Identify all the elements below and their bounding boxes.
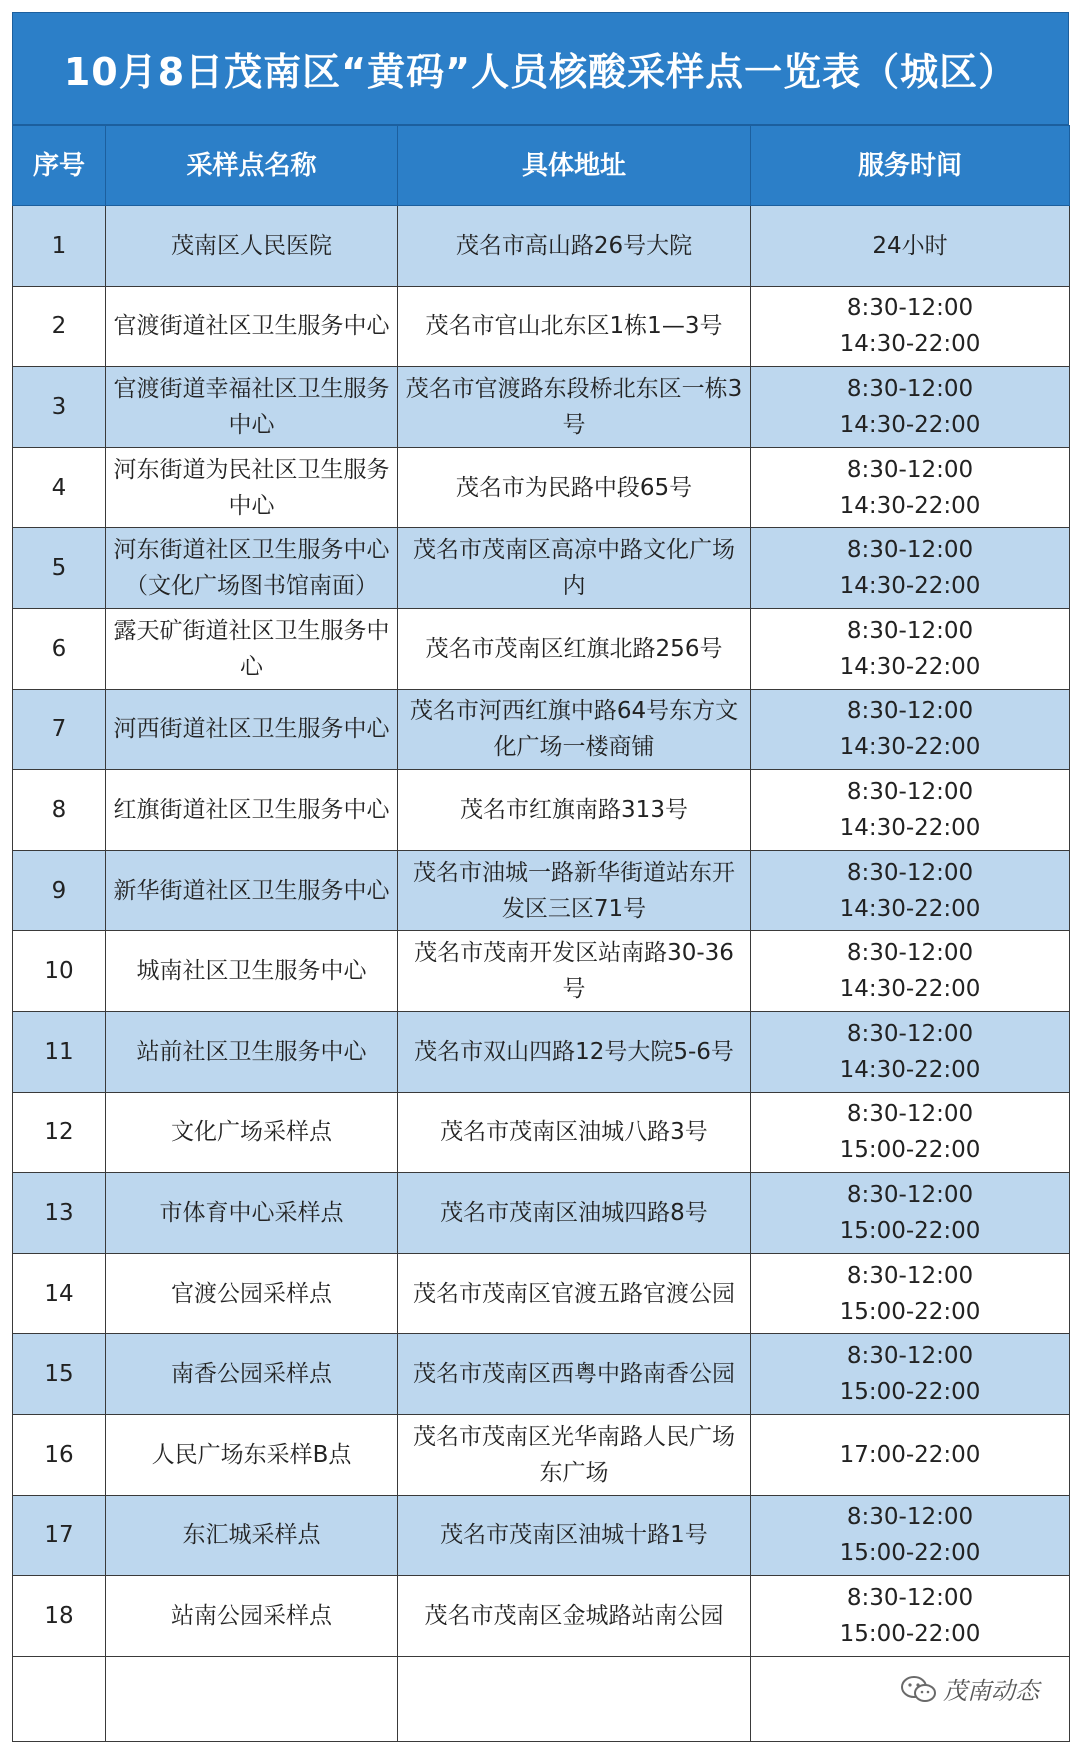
- cell-no: 2: [13, 286, 106, 367]
- cell-service-time: [751, 1414, 1070, 1495]
- cell-service-time: [751, 286, 1070, 367]
- cell-site-name: 文化广场采样点: [106, 1092, 398, 1173]
- cell-service-time: [751, 367, 1070, 448]
- table-row: [13, 1011, 1070, 1092]
- cell-address: 茂名市茂南区油城八路3号: [398, 1092, 751, 1173]
- cell-address: 茂名市茂南区金城路站南公园: [398, 1576, 751, 1657]
- time-slot: 15:00-22:00: [839, 1137, 981, 1164]
- col-header-no: 序号: [13, 126, 106, 206]
- cell-address: 茂名市红旗南路313号: [398, 770, 751, 851]
- cell-address: 茂名市高山路26号大院: [398, 206, 751, 287]
- cell-no: 11: [13, 1011, 106, 1092]
- schedule-sheet: [12, 12, 1069, 1736]
- page-title: 10月8日茂南区“黄码”人员核酸采样点一览表（城区）: [12, 12, 1069, 125]
- cell-no: 14: [13, 1253, 106, 1334]
- sampling-sites-table: [12, 125, 1070, 1742]
- cell-address: 茂名市茂南区官渡五路官渡公园: [398, 1253, 751, 1334]
- cell-site-name: 官渡公园采样点: [106, 1253, 398, 1334]
- time-slot: 14:30-22:00: [839, 976, 981, 1003]
- time-slot: 8:30-12:00: [846, 1584, 974, 1611]
- cell-no: 18: [13, 1576, 106, 1657]
- time-slot: 14:30-22:00: [839, 895, 981, 922]
- time-slot: 14:30-22:00: [839, 653, 981, 680]
- time-slot: 24小时: [872, 232, 948, 259]
- col-header-time: 服务时间: [751, 126, 1070, 206]
- cell-no: 1: [13, 206, 106, 287]
- table-row: [13, 608, 1070, 689]
- time-slot: 8:30-12:00: [846, 940, 974, 967]
- time-slot: 8:30-12:00: [846, 1020, 974, 1047]
- time-slot: 14:30-22:00: [839, 734, 981, 761]
- time-slot: 14:30-22:00: [839, 1056, 981, 1083]
- cell-address: 茂名市茂南区油城四路8号: [398, 1173, 751, 1254]
- cell-site-name: 人民广场东采样B点: [106, 1414, 398, 1495]
- cell-no: 7: [13, 689, 106, 770]
- cell-no: 12: [13, 1092, 106, 1173]
- cell-site-name: 河西街道社区卫生服务中心: [106, 689, 398, 770]
- cell-address: 茂名市茂南区油城十路1号: [398, 1495, 751, 1576]
- table-row: [13, 206, 1070, 287]
- col-header-address: 具体地址: [398, 126, 751, 206]
- table-row: [13, 1414, 1070, 1495]
- cell-address: 茂名市茂南区光华南路人民广场东广场: [398, 1414, 751, 1495]
- time-slot: 14:30-22:00: [839, 814, 981, 841]
- time-slot: 14:30-22:00: [839, 573, 981, 600]
- time-slot: 8:30-12:00: [846, 295, 974, 322]
- cell-no: 5: [13, 528, 106, 609]
- table-row: [13, 367, 1070, 448]
- table-row: [13, 447, 1070, 528]
- time-slot: 8:30-12:00: [846, 859, 974, 886]
- cell-service-time: [751, 850, 1070, 931]
- cell-service-time: [751, 1092, 1070, 1173]
- table-body: [13, 206, 1070, 1742]
- watermark-text: 茂南动态: [943, 1677, 1039, 1705]
- time-slot: 8:30-12:00: [846, 375, 974, 402]
- cell-service-time: [751, 689, 1070, 770]
- cell-address: 茂名市双山四路12号大院5-6号: [398, 1011, 751, 1092]
- cell-address: 茂名市茂南区高凉中路文化广场内: [398, 528, 751, 609]
- cell-site-name: 新华街道社区卫生服务中心: [106, 850, 398, 931]
- cell-site-name: 茂南区人民医院: [106, 206, 398, 287]
- cell-no: 9: [13, 850, 106, 931]
- time-slot: 15:00-22:00: [839, 1298, 981, 1325]
- cell-address: 茂名市官渡路东段桥北东区一栋3号: [398, 367, 751, 448]
- cell-address: 茂名市为民路中段65号: [398, 447, 751, 528]
- time-slot: 15:00-22:00: [839, 1217, 981, 1244]
- cell-site-name: 官渡街道社区卫生服务中心: [106, 286, 398, 367]
- cell-service-time: [751, 1173, 1070, 1254]
- time-slot: 14:30-22:00: [839, 492, 981, 519]
- cell-site-name: 城南社区卫生服务中心: [106, 931, 398, 1012]
- cell-address: 茂名市茂南区红旗北路256号: [398, 608, 751, 689]
- wechat-icon: [899, 1674, 937, 1704]
- cell-service-time: [751, 931, 1070, 1012]
- empty-cell: [13, 1656, 106, 1741]
- table-row: [13, 770, 1070, 851]
- time-slot: 8:30-12:00: [846, 537, 974, 564]
- cell-site-name: 南香公园采样点: [106, 1334, 398, 1415]
- cell-address: 茂名市茂南区西粤中路南香公园: [398, 1334, 751, 1415]
- cell-service-time: [751, 1253, 1070, 1334]
- empty-cell: [106, 1656, 398, 1741]
- cell-service-time: [751, 447, 1070, 528]
- cell-address: 茂名市河西红旗中路64号东方文化广场一楼商铺: [398, 689, 751, 770]
- time-slot: 8:30-12:00: [846, 1101, 974, 1128]
- cell-service-time: [751, 1576, 1070, 1657]
- cell-no: 3: [13, 367, 106, 448]
- empty-cell: [398, 1656, 751, 1741]
- time-slot: 15:00-22:00: [839, 1540, 981, 1567]
- cell-no: 17: [13, 1495, 106, 1576]
- table-row: [13, 931, 1070, 1012]
- time-slot: 8:30-12:00: [846, 456, 974, 483]
- table-row: [13, 1495, 1070, 1576]
- table-row: [13, 528, 1070, 609]
- table-row: [13, 689, 1070, 770]
- table-row: [13, 1173, 1070, 1254]
- cell-site-name: 东汇城采样点: [106, 1495, 398, 1576]
- cell-site-name: 官渡街道幸福社区卫生服务中心: [106, 367, 398, 448]
- time-slot: 17:00-22:00: [839, 1441, 981, 1468]
- cell-address: 茂名市官山北东区1栋1—3号: [398, 286, 751, 367]
- table-row: [13, 286, 1070, 367]
- cell-no: 4: [13, 447, 106, 528]
- time-slot: 8:30-12:00: [846, 778, 974, 805]
- cell-no: 10: [13, 931, 106, 1012]
- cell-no: 6: [13, 608, 106, 689]
- time-slot: 8:30-12:00: [846, 1181, 974, 1208]
- cell-site-name: 河东街道社区卫生服务中心（文化广场图书馆南面）: [106, 528, 398, 609]
- time-slot: 8:30-12:00: [846, 1504, 974, 1531]
- watermark: [899, 1671, 1039, 1706]
- cell-site-name: 露天矿街道社区卫生服务中心: [106, 608, 398, 689]
- cell-address: 茂名市茂南开发区站南路30-36号: [398, 931, 751, 1012]
- cell-no: 13: [13, 1173, 106, 1254]
- time-slot: 8:30-12:00: [846, 617, 974, 644]
- time-slot: 14:30-22:00: [839, 331, 981, 358]
- time-slot: 15:00-22:00: [839, 1620, 981, 1647]
- time-slot: 8:30-12:00: [846, 1262, 974, 1289]
- time-slot: 14:30-22:00: [839, 411, 981, 438]
- col-header-name: 采样点名称: [106, 126, 398, 206]
- cell-service-time: [751, 206, 1070, 287]
- cell-no: 15: [13, 1334, 106, 1415]
- table-row: [13, 1576, 1070, 1657]
- cell-service-time: [751, 1334, 1070, 1415]
- table-row: [13, 1253, 1070, 1334]
- cell-site-name: 站前社区卫生服务中心: [106, 1011, 398, 1092]
- cell-service-time: [751, 1495, 1070, 1576]
- cell-service-time: [751, 528, 1070, 609]
- table-header-row: [13, 126, 1070, 206]
- time-slot: 8:30-12:00: [846, 698, 974, 725]
- time-slot: 8:30-12:00: [846, 1343, 974, 1370]
- cell-address: 茂名市油城一路新华街道站东开发区三区71号: [398, 850, 751, 931]
- cell-no: 8: [13, 770, 106, 851]
- cell-service-time: [751, 1011, 1070, 1092]
- cell-service-time: [751, 608, 1070, 689]
- table-row: [13, 850, 1070, 931]
- time-slot: 15:00-22:00: [839, 1379, 981, 1406]
- cell-site-name: 红旗街道社区卫生服务中心: [106, 770, 398, 851]
- table-row: [13, 1334, 1070, 1415]
- cell-no: 16: [13, 1414, 106, 1495]
- cell-site-name: 市体育中心采样点: [106, 1173, 398, 1254]
- cell-site-name: 河东街道为民社区卫生服务中心: [106, 447, 398, 528]
- cell-service-time: [751, 770, 1070, 851]
- table-row: [13, 1092, 1070, 1173]
- cell-site-name: 站南公园采样点: [106, 1576, 398, 1657]
